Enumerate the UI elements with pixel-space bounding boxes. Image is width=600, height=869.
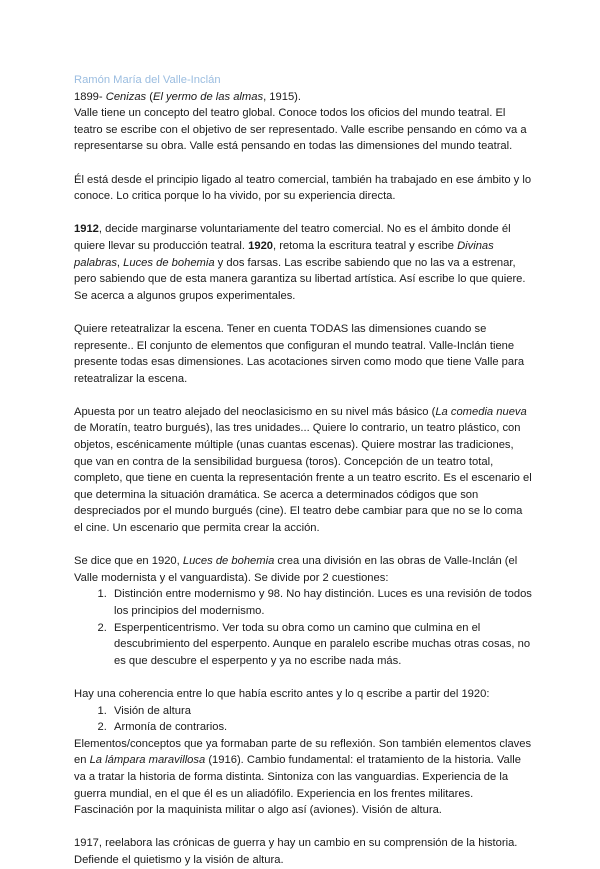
paragraph-1917: 1917, reelabora las crónicas de guerra y hay un cambio en su comprensión de la historia. Defiende el quietismo y la visión de altura.	[74, 837, 518, 866]
text-segment: Se dice que en 1920,	[74, 555, 183, 568]
cenizas-title: Cenizas	[105, 90, 147, 103]
paragraph-division	[74, 553, 534, 586]
work-la-comedia-nueva: La comedia nueva	[435, 405, 527, 418]
work-luces-de-bohemia: Luces de bohemia	[123, 256, 215, 269]
work-luces-de-bohemia-2: Luces de bohemia	[182, 555, 275, 568]
text-segment: , retoma la escritura teatral y escribe	[273, 239, 458, 252]
work-la-lampara-maravillosa: La lámpara maravillosa	[89, 754, 206, 767]
cenizas-line	[74, 89, 534, 106]
cenizas-year: 1899-	[74, 90, 103, 103]
text-segment: , decide marginarse voluntariamente del teatro comercial. No es el ámbito donde él quiere llevar su producción teatral.	[74, 223, 511, 252]
list-item: 1. Visión de altura	[110, 703, 534, 720]
text-segment: ,	[116, 256, 124, 269]
intro-paragraph: Valle tiene un concepto del teatro global. Conoce todos los oficios del mundo teatral. El teatro se escribe con el objetivo de ser representado. Valle escribe pensando en cómo va a representarse su obra. Valle está pensando en todas las dimensiones del mundo teatral.	[74, 107, 527, 153]
text-segment: crea una división en las obras de Valle-Inclán (el Valle modernista y el vanguardista). Se divide por 2 cuestiones:	[74, 555, 518, 584]
numbered-list-cuestiones	[74, 586, 534, 669]
text-segment: de Moratín, teatro burgués), las tres unidades... Quiere lo contrario, un teatro plástico, con objetos, escénicamente múltiple (unas cuantas escenas). Quiere mostrar las tradiciones, que van en contra de la sensibilidad burguesa (toros). Concepción de un teatro total, completo, que tiene en cuenta la representación frente a un teatro escrito. Es el escenario el que determina la situación dramática. Se acerca a determinados códigos que son despreciados por el mundo burgués (cine). El teatro debe cambiar para que no se lo coma el cine. Un escenario que permita crear la acción.	[74, 422, 532, 535]
work-divinas-palabras: Divinas palabras	[74, 239, 494, 269]
year-1920: 1920	[248, 239, 274, 252]
paragraph-apuesta	[74, 404, 534, 537]
cenizas-close: , 1915).	[263, 90, 302, 103]
numbered-list-coherencia	[74, 703, 534, 736]
paragraph-elementos	[74, 736, 534, 819]
list-item: 2. Armonía de contrarios.	[110, 719, 534, 736]
paragraph-coherencia: Hay una coherencia entre lo que había escrito antes y lo q escribe a partir del 1920:	[74, 687, 490, 700]
document-title: Ramón María del Valle-Inclán	[74, 74, 221, 86]
document-page	[74, 72, 534, 869]
text-segment: Apuesta por un teatro alejado del neoclasicismo en su nivel más básico (	[74, 405, 436, 418]
list-item: 1. Distinción entre modernismo y 98. No hay distinción. Luces es una revisión de todos los principios del modernismo.	[110, 586, 534, 619]
list-item: 2. Esperpenticentrismo. Ver toda su obra como un camino que culmina en el descubrimiento del esperpento. Aunque en paralelo escribe muchas otras cosas, no es que descubre el esperpento y ya no escribe nada más.	[110, 620, 534, 670]
year-1912: 1912	[74, 223, 99, 236]
text-segment: y dos farsas. Las escribe sabiendo que no las va a estrenar, pero sabiendo que de esta manera garantiza su libertad artística. Así escribe lo que quiere. Se acerca a algunos grupos experimentales.	[74, 256, 526, 302]
cenizas-open: (	[146, 90, 153, 103]
text-segment: (1916). Cambio fundamental: el tratamiento de la historia. Valle va a tratar la historia de forma distinta. Sintoniza con las vanguardias. Experiencia de la guerra mundial, en el que él es un aliadófilo. Experiencia en los frentes militares. Fascinación por la maquinista militar o algo así (aviones). Visión de altura.	[74, 754, 521, 817]
paragraph-reteatralizar: Quiere reteatralizar la escena. Tener en cuenta TODAS las dimensiones cuando se represente.. El conjunto de elementos que configuran el mundo teatral. Valle-Inclán tiene presente todas esas dimensiones. Las acotaciones sirven como modo que tiene Valle para reteatralizar la escena.	[74, 322, 525, 385]
cenizas-alt-title: El yermo de las almas	[153, 90, 264, 103]
paragraph-1912	[74, 221, 534, 304]
paragraph-commercial: Él está desde el principio ligado al teatro comercial, también ha trabajado en ese ámbito y lo conoce. Lo critica porque lo ha vivido, por su experiencia directa.	[74, 173, 532, 203]
text-segment: Elementos/conceptos que ya formaban parte de su reflexión. Son también elementos claves en	[74, 737, 532, 767]
